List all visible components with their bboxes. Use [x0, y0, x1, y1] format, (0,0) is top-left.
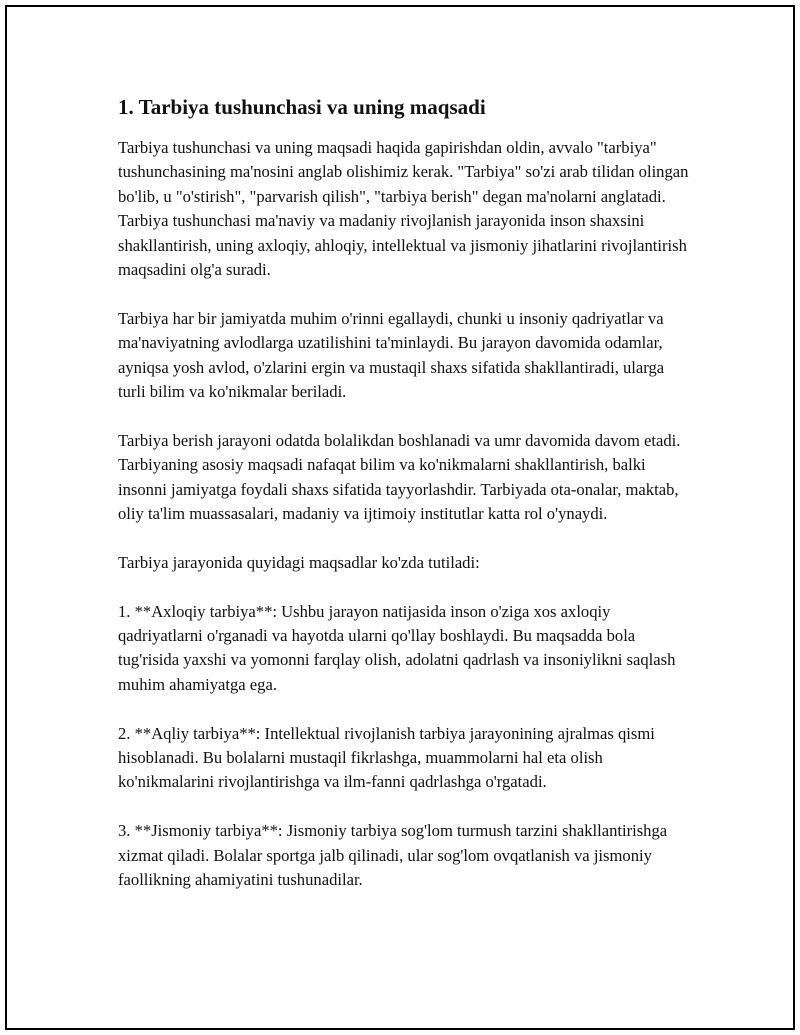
paragraph-society: Tarbiya har bir jamiyatda muhim o'rinni egallaydi, chunki u insoniy qadriyatlar va ma'naviyatning avlodlarga uzatilishini ta'minlaydi. Bu jarayon davomida odamlar, ayniqsa yosh avlod, o'zlarini ergin va mustaqil shaxs sifatida shakllantiradi, ularga turli bilim va ko'nikmalar beriladi.: [118, 308, 665, 402]
paragraph-goals-intro: Tarbiya jarayonida quyidagi maqsadlar ko'zda tutiladi:: [118, 552, 480, 572]
list-item-moral-education: 1. **Axloqiy tarbiya**: Ushbu jarayon natijasida inson o'ziga xos axloqiy qadriyatlarni o'rganadi va hayotda ularni qo'llay boshlaydi. Bu maqsadda bola tug'risida yaxshi va yomonni farqlay olish, adolatni qadrlash va insoniylikni saqlash muhim ahamiyatga ega.: [118, 601, 676, 694]
list-item-mental-education: 2. **Aqliy tarbiya**: Intellektual rivojlanish tarbiya jarayonining ajralmas qismi hisoblanadi. Bu bolalarni mustaqil fikrlashga, muammolarni hal eta olish ko'nikmalarini rivojlantirishga va ilm-fanni qadrlashga o'rgatadi.: [118, 723, 655, 792]
list-item-physical-education: 3. **Jismoniy tarbiya**: Jismoniy tarbiya sog'lom turmush tarzini shakllantirishga xizmat qiladi. Bolalar sportga jalb qilinadi, ular sog'lom ovqatlanish va jismoniy faollikning ahamiyatini tushunadilar.: [118, 821, 668, 890]
document-body: [118, 93, 692, 917]
paragraph-intro: Tarbiya tushunchasi va uning maqsadi haqida gapirishdan oldin, avvalo "tarbiya" tushunchasining ma'nosini anglab olishimiz kerak. "Tarbiya" so'zi arab tilidan olingan bo'lib, u "o'stirish", "parvarish qilish", "tarbiya berish" degan ma'nolarni anglatadi. Tarbiya tushunchasi ma'naviy va madaniy rivojlanish jarayonida inson shaxsini shakllantirish, uning axloqiy, ahloqiy, intellektual va jismoniy jihatlarini rivojlantirish maqsadini olg'a suradi.: [118, 138, 689, 280]
paragraph-process: Tarbiya berish jarayoni odatda bolalikdan boshlanadi va umr davomida davom etadi. Tarbiyaning asosiy maqsadi nafaqat bilim va ko'nikmalarni shakllantirish, balki insonni jamiyatga foydali shaxs sifatida tayyorlashdir. Tarbiyada ota-onalar, maktab, oliy ta'lim muassasalari, madaniy va ijtimoiy institutlar katta rol o'ynaydi.: [118, 430, 681, 524]
document-title: 1. Tarbiya tushunchasi va uning maqsadi: [118, 95, 486, 119]
